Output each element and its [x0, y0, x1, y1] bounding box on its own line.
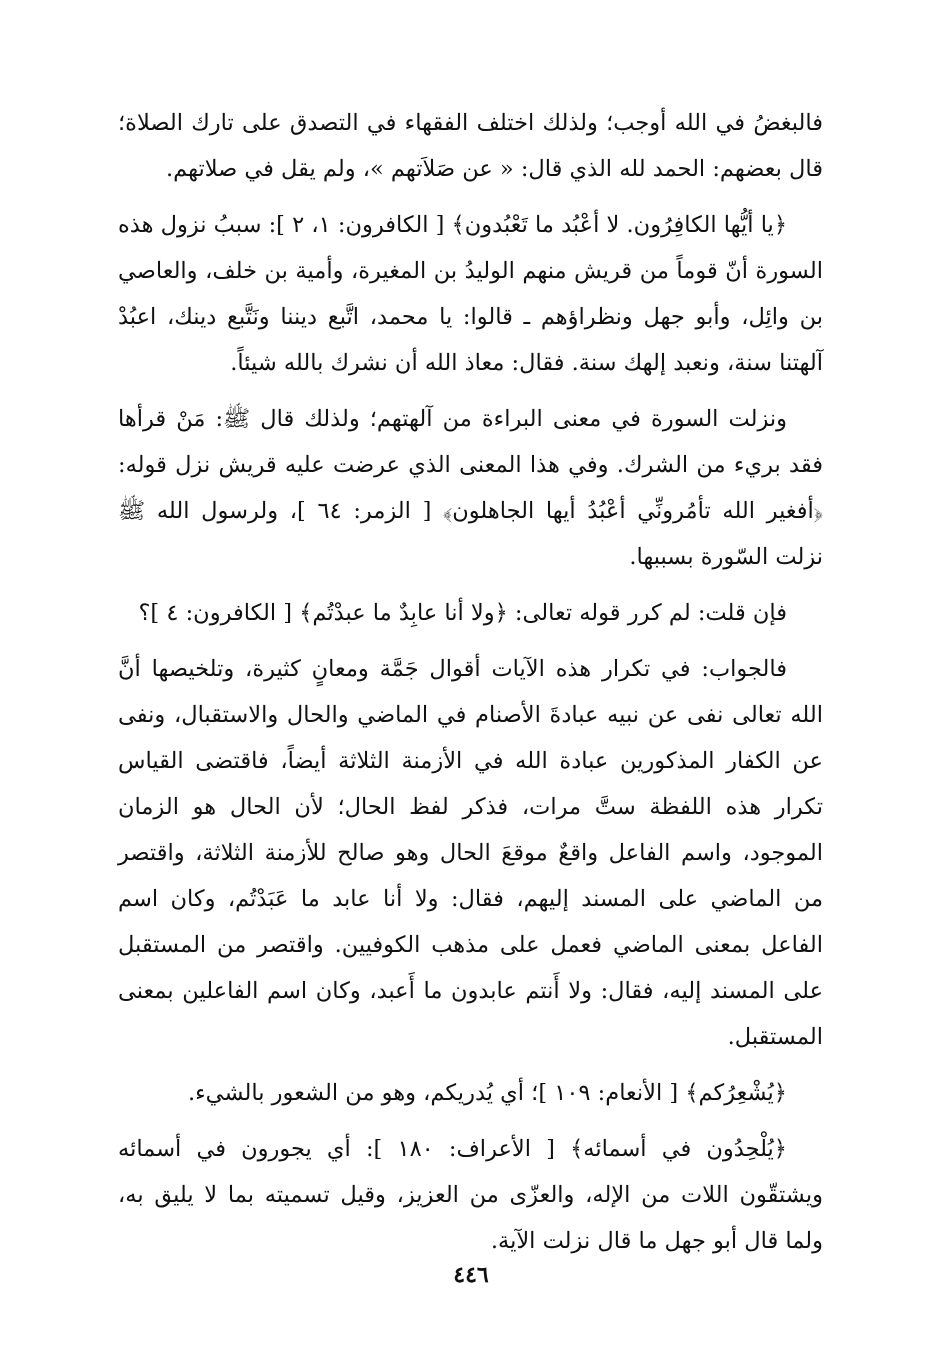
- paragraph-hatred-for-god: فالبغضُ في الله أوجب؛ ولذلك اختلف الفقهاء في التصدق على تارك الصلاة؛ قال بعضهم: الحمد لله الذي قال: « عن صَلاَتهم »، ولم يقل في صلاتهم.: [118, 110, 823, 182]
- paragraph-surah-revelation: ونزلت السورة في معنى البراءة من آلهتهم؛ ولذلك قال ﷺ: مَنْ قرأها فقد بريء من الشرك. وفي هذا المعنى الذي عرضت عليه قريش نزل قوله: ﴿أفغير الله تأمُرونِّي أعْبُدُ أيها الجاهلون﴾ [ الزمر: ٦٤ ]، ولرسول الله ﷺ نزلت السّورة بسببها.: [118, 406, 823, 570]
- paragraph-answer: فالجواب: في تكرار هذه الآيات أقوال جَمَّة ومعانٍ كثيرة، وتلخيصها أنَّ الله تعالى نفى عن نبيه عبادةَ الأصنام في الماضي والحال والاستقبال، ونفى عن الكفار المذكورين عبادة الله في الأزمنة الثلاثة أيضاً، فاقتضى القياس تكرار هذه اللفظة ستَّ مرات، فذكر لفظ الحال؛ لأن الحال هو الزمان الموجود، واسم الفاعل واقعٌ موقعَ الحال وهو صالح للأزمنة الثلاثة، واقتصر من الماضي على المسند إليهم، فقال: ولا أنا عابد ما عَبَدْتُم، وكان اسم الفاعل بمعنى الماضي فعمل على مذهب الكوفيين. واقتصر من المستقبل على المسند إليه، فقال: ولا أَنتم عابدون ما أَعبد، وكان اسم الفاعلين بمعنى المستقبل.: [118, 656, 823, 1050]
- paragraph-question: فإن قلت: لم كرر قوله تعالى: ﴿ولا أنا عابِدٌ ما عبدْتُم﴾ [ الكافرون: ٤ ]؟: [138, 600, 787, 626]
- page-body: [118, 100, 823, 1274]
- paragraph-surah-kafirun-cause: ﴿يا أيُّها الكافِرُون. لا أعْبُد ما تَعْبُدون﴾ [ الكافرون: ١، ٢ ]: سببُ نزول هذه السورة أنّ قوماً من قريش منهم الوليدُ بن المغيرة، وأمية بن خلف، والعاصي بن وائِل، وأبو جهل ونظراؤهم ـ قالوا: يا محمد، اتَّبع ديننا ونَتَّبع دينك، اعبُدْ آلهتنا سنة، ونعبد إلهك سنة. فقال: معاذ الله أن نشرك بالله شيئاً.: [118, 212, 823, 376]
- paragraph-yushirukum: ﴿يُشْعِرُكم﴾ [ الأنعام: ١٠٩ ]؛ أي يُدريكم، وهو من الشعور بالشيء.: [187, 1080, 787, 1106]
- paragraph-yulhidun: ﴿يُلْحِدُون في أسمائه﴾ [ الأعراف: ١٨٠ ]: أي يجورون في أسمائه ويشتقّون اللات من الإله، والعزّى من العزيز، وقيل تسميته بما لا يليق به، ولما قال أبو جهل ما قال نزلت الآية.: [118, 1136, 823, 1254]
- page-number: ٤٤٦: [453, 1262, 489, 1288]
